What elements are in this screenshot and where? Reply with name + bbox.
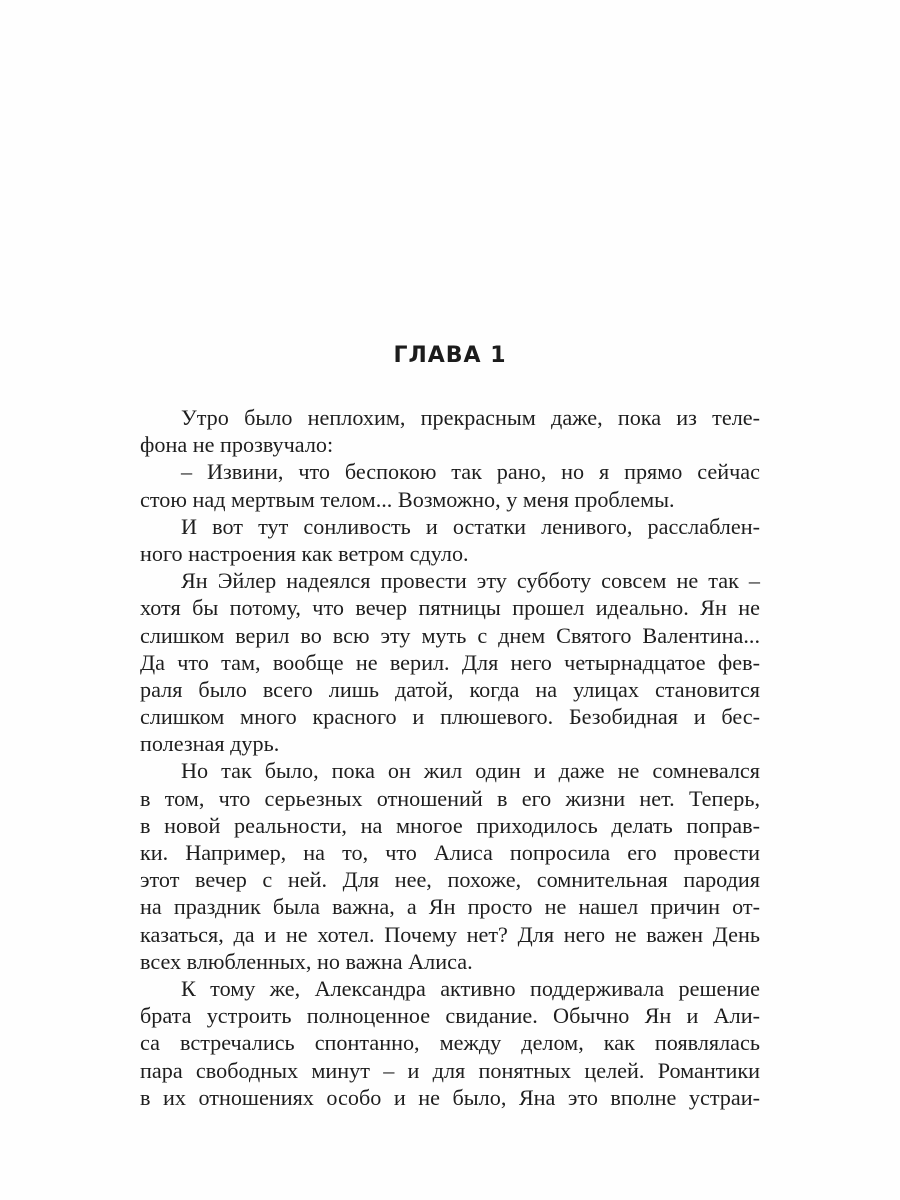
text-line: пара свободных минут – и для понятных целей. Романтики: [140, 1057, 760, 1083]
chapter-body-text: [140, 404, 760, 1111]
text-line: стою над мертвым телом... Возможно, у меня проблемы.: [140, 486, 675, 512]
text-line: слишком много красного и плюшевого. Безобидная и бес-: [140, 704, 760, 730]
text-line: брата устроить полноценное свидание. Обычно Ян и Али-: [140, 1003, 760, 1029]
text-line: – Извини, что беспокою так рано, но я прямо сейчас: [181, 459, 760, 485]
text-line: Утро было неплохим, прекрасным даже, пока из теле-: [181, 405, 760, 430]
text-line: в их отношениях особо и не было, Яна это вполне устраи-: [140, 1084, 760, 1110]
text-line: ного настроения как ветром сдуло.: [140, 540, 469, 566]
text-line: К тому же, Александра активно поддерживала решение: [181, 975, 760, 1001]
text-line: этот вечер с ней. Для нее, похоже, сомнительная пародия: [140, 867, 760, 893]
text-line: на праздник была важна, а Ян просто не нашел причин от-: [140, 894, 760, 920]
text-line: в том, что серьезных отношений в его жизни нет. Теперь,: [140, 785, 760, 811]
text-line: Но так было, пока он жил один и даже не сомневался: [181, 758, 760, 784]
text-line: ки. Например, на то, что Алиса попросила его провести: [140, 840, 760, 865]
text-line: хотя бы потому, что вечер пятницы прошел идеально. Ян не: [140, 595, 760, 621]
text-line: слишком верил во всю эту муть с днем Святого Валентина...: [140, 622, 760, 648]
text-line: полезная дурь.: [140, 731, 280, 757]
text-line: И вот тут сонливость и остатки ленивого, расслаблен-: [181, 513, 760, 539]
text-line: казаться, да и не хотел. Почему нет? Для него не важен День: [140, 921, 760, 947]
chapter-title: ГЛАВА 1: [393, 343, 507, 368]
text-line: Да что там, вообще не верил. Для него четырнадцатое фев-: [140, 649, 760, 675]
text-line: Ян Эйлер надеялся провести эту субботу совсем не так –: [181, 568, 760, 594]
text-line: фона не прозвучало:: [140, 432, 334, 458]
text-line: всех влюбленных, но важна Алиса.: [140, 948, 473, 974]
text-line: в новой реальности, на многое приходилось делать поправ-: [140, 812, 760, 838]
text-line: раля было всего лишь датой, когда на улицах становится: [140, 676, 760, 702]
text-line: са встречались спонтанно, между делом, как появлялась: [140, 1030, 760, 1056]
